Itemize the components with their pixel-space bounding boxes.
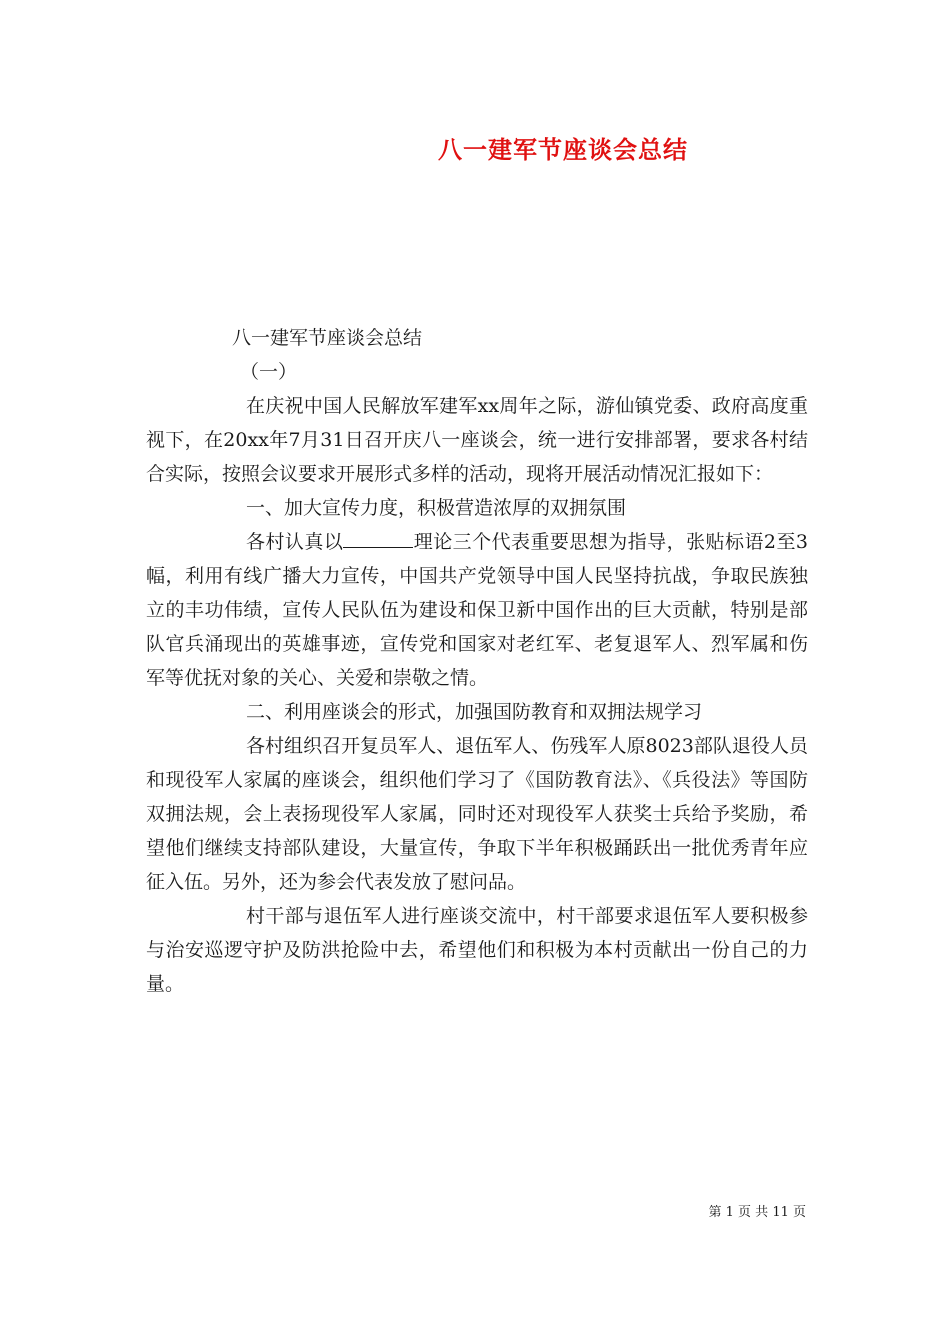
document-body — [146, 321, 808, 1001]
section-heading-2: 二、利用座谈会的形式，加强国防教育和双拥法规学习 — [246, 701, 703, 723]
paragraph-exchange: 村干部与退伍军人进行座谈交流中，村干部要求退伍军人要积极参与治安巡逻守护及防洪抢险中去，希望他们和积极为本村贡献出一份自己的力量。 — [146, 905, 808, 995]
paragraph-publicity-rest: 理论三个代表重要思想为指导，张贴标语2至3幅，利用有线广播大力宣传，中国共产党领导中国人民坚持抗战，争取民族独立的丰功伟绩，宣传人民队伍为建设和保卫新中国作出的巨大贡献，特别是部队官兵涌现出的英雄事迹，宣传党和国家对老红军、老复退军人、烈军属和伤军等优抚对象的关心、关爱和崇敬之情。 — [146, 531, 808, 689]
section-number: （一） — [240, 361, 298, 383]
paragraph-symposium: 各村组织召开复员军人、退伍军人、伤残军人原8023部队退役人员和现役军人家属的座谈会，组织他们学习了《国防教育法》、《兵役法》等国防双拥法规，会上表扬现役军人家属，同时还对现役军人获奖士兵给予奖励，希望他们继续支持部队建设，大量宣传，争取下半年积极踊跃出一批优秀青年应征入伍。另外，还为参会代表发放了慰问品。 — [146, 735, 808, 893]
paragraph-publicity — [146, 525, 808, 695]
subtitle: 八一建军节座谈会总结 — [232, 327, 423, 349]
paragraph-publicity-start: 各村认真以 — [246, 531, 344, 553]
section-heading-1: 一、加大宣传力度，积极营造浓厚的双拥氛围 — [246, 497, 627, 519]
paragraph-intro: 在庆祝中国人民解放军建军xx周年之际，游仙镇党委、政府高度重视下，在20xx年7月31日召开庆八一座谈会，统一进行安排部署，要求各村结合实际，按照会议要求开展形式多样的活动，现将开展活动情况汇报如下： — [146, 395, 808, 485]
page-footer: 第 1 页 共 11 页 — [708, 1205, 806, 1220]
fill-in-blank — [343, 527, 413, 548]
document-title: 八一建军节座谈会总结 — [438, 135, 688, 164]
